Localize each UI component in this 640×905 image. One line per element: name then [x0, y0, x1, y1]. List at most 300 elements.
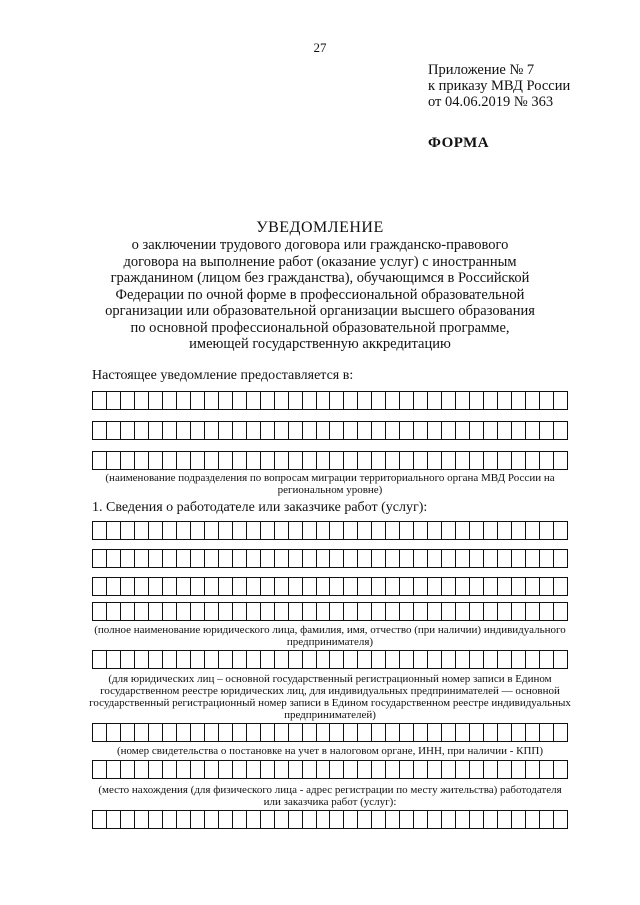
char-cell[interactable] — [233, 522, 247, 539]
char-cell[interactable] — [93, 452, 107, 469]
char-cell[interactable] — [93, 603, 107, 620]
char-cell[interactable] — [470, 651, 484, 668]
char-cell[interactable] — [554, 761, 567, 778]
char-cell[interactable] — [400, 651, 414, 668]
char-cell[interactable] — [233, 761, 247, 778]
char-cell[interactable] — [330, 392, 344, 409]
char-cell[interactable] — [428, 811, 442, 828]
char-cell[interactable] — [107, 761, 121, 778]
char-cell[interactable] — [135, 603, 149, 620]
char-cell[interactable] — [540, 811, 554, 828]
char-cell[interactable] — [554, 522, 567, 539]
char-cell[interactable] — [540, 578, 554, 595]
char-cell[interactable] — [386, 651, 400, 668]
char-cell[interactable] — [554, 452, 567, 469]
char-cell[interactable] — [400, 811, 414, 828]
char-cell[interactable] — [121, 811, 135, 828]
char-cell[interactable] — [135, 578, 149, 595]
char-cell[interactable] — [177, 578, 191, 595]
char-cell[interactable] — [512, 550, 526, 567]
char-cell[interactable] — [149, 761, 163, 778]
char-cell[interactable] — [275, 422, 289, 439]
char-cell[interactable] — [149, 724, 163, 741]
char-cell[interactable] — [456, 578, 470, 595]
char-cell[interactable] — [289, 811, 303, 828]
char-cell[interactable] — [470, 550, 484, 567]
char-cell[interactable] — [247, 522, 261, 539]
char-cell[interactable] — [386, 522, 400, 539]
char-cell[interactable] — [456, 811, 470, 828]
employer-name-field-row[interactable] — [92, 577, 568, 596]
char-cell[interactable] — [205, 578, 219, 595]
char-cell[interactable] — [554, 392, 567, 409]
char-cell[interactable] — [93, 761, 107, 778]
char-cell[interactable] — [358, 550, 372, 567]
char-cell[interactable] — [442, 724, 456, 741]
char-cell[interactable] — [414, 522, 428, 539]
char-cell[interactable] — [526, 550, 540, 567]
char-cell[interactable] — [191, 603, 205, 620]
char-cell[interactable] — [470, 603, 484, 620]
char-cell[interactable] — [372, 578, 386, 595]
char-cell[interactable] — [317, 422, 331, 439]
char-cell[interactable] — [247, 603, 261, 620]
char-cell[interactable] — [289, 452, 303, 469]
char-cell[interactable] — [554, 603, 567, 620]
char-cell[interactable] — [526, 603, 540, 620]
char-cell[interactable] — [442, 651, 456, 668]
char-cell[interactable] — [540, 724, 554, 741]
char-cell[interactable] — [372, 452, 386, 469]
char-cell[interactable] — [289, 522, 303, 539]
char-cell[interactable] — [191, 452, 205, 469]
char-cell[interactable] — [317, 578, 331, 595]
char-cell[interactable] — [470, 422, 484, 439]
char-cell[interactable] — [317, 761, 331, 778]
char-cell[interactable] — [414, 724, 428, 741]
char-cell[interactable] — [344, 392, 358, 409]
char-cell[interactable] — [372, 761, 386, 778]
char-cell[interactable] — [135, 811, 149, 828]
char-cell[interactable] — [191, 811, 205, 828]
char-cell[interactable] — [289, 761, 303, 778]
char-cell[interactable] — [414, 452, 428, 469]
char-cell[interactable] — [456, 603, 470, 620]
char-cell[interactable] — [498, 578, 512, 595]
char-cell[interactable] — [330, 578, 344, 595]
char-cell[interactable] — [428, 761, 442, 778]
char-cell[interactable] — [372, 392, 386, 409]
char-cell[interactable] — [205, 603, 219, 620]
char-cell[interactable] — [289, 603, 303, 620]
char-cell[interactable] — [414, 578, 428, 595]
char-cell[interactable] — [233, 603, 247, 620]
char-cell[interactable] — [191, 550, 205, 567]
char-cell[interactable] — [275, 392, 289, 409]
char-cell[interactable] — [149, 603, 163, 620]
address-field-row[interactable] — [92, 760, 568, 779]
char-cell[interactable] — [372, 811, 386, 828]
char-cell[interactable] — [484, 651, 498, 668]
char-cell[interactable] — [456, 651, 470, 668]
char-cell[interactable] — [526, 651, 540, 668]
char-cell[interactable] — [107, 522, 121, 539]
char-cell[interactable] — [442, 761, 456, 778]
char-cell[interactable] — [303, 452, 317, 469]
char-cell[interactable] — [261, 603, 275, 620]
char-cell[interactable] — [442, 578, 456, 595]
char-cell[interactable] — [386, 392, 400, 409]
char-cell[interactable] — [358, 522, 372, 539]
char-cell[interactable] — [498, 651, 512, 668]
char-cell[interactable] — [414, 811, 428, 828]
char-cell[interactable] — [219, 724, 233, 741]
char-cell[interactable] — [456, 522, 470, 539]
char-cell[interactable] — [442, 392, 456, 409]
tax-id-field-row[interactable] — [92, 723, 568, 742]
char-cell[interactable] — [456, 452, 470, 469]
char-cell[interactable] — [400, 578, 414, 595]
char-cell[interactable] — [526, 761, 540, 778]
char-cell[interactable] — [330, 603, 344, 620]
char-cell[interactable] — [303, 811, 317, 828]
char-cell[interactable] — [177, 452, 191, 469]
char-cell[interactable] — [484, 603, 498, 620]
char-cell[interactable] — [317, 550, 331, 567]
char-cell[interactable] — [442, 550, 456, 567]
char-cell[interactable] — [470, 761, 484, 778]
char-cell[interactable] — [149, 522, 163, 539]
char-cell[interactable] — [289, 578, 303, 595]
char-cell[interactable] — [289, 550, 303, 567]
char-cell[interactable] — [442, 522, 456, 539]
char-cell[interactable] — [233, 811, 247, 828]
char-cell[interactable] — [219, 811, 233, 828]
char-cell[interactable] — [554, 578, 567, 595]
char-cell[interactable] — [484, 392, 498, 409]
char-cell[interactable] — [205, 651, 219, 668]
char-cell[interactable] — [135, 724, 149, 741]
char-cell[interactable] — [456, 422, 470, 439]
char-cell[interactable] — [484, 422, 498, 439]
char-cell[interactable] — [247, 651, 261, 668]
char-cell[interactable] — [540, 422, 554, 439]
char-cell[interactable] — [107, 651, 121, 668]
char-cell[interactable] — [540, 392, 554, 409]
char-cell[interactable] — [386, 724, 400, 741]
char-cell[interactable] — [512, 578, 526, 595]
char-cell[interactable] — [512, 422, 526, 439]
char-cell[interactable] — [484, 761, 498, 778]
char-cell[interactable] — [330, 761, 344, 778]
char-cell[interactable] — [456, 550, 470, 567]
char-cell[interactable] — [219, 392, 233, 409]
char-cell[interactable] — [317, 452, 331, 469]
char-cell[interactable] — [163, 550, 177, 567]
char-cell[interactable] — [344, 422, 358, 439]
char-cell[interactable] — [275, 603, 289, 620]
char-cell[interactable] — [442, 603, 456, 620]
char-cell[interactable] — [303, 522, 317, 539]
char-cell[interactable] — [526, 392, 540, 409]
char-cell[interactable] — [317, 811, 331, 828]
char-cell[interactable] — [526, 522, 540, 539]
char-cell[interactable] — [191, 651, 205, 668]
subdivision-field-row[interactable] — [92, 391, 568, 410]
char-cell[interactable] — [498, 603, 512, 620]
char-cell[interactable] — [247, 550, 261, 567]
char-cell[interactable] — [205, 550, 219, 567]
char-cell[interactable] — [344, 651, 358, 668]
char-cell[interactable] — [484, 452, 498, 469]
char-cell[interactable] — [135, 761, 149, 778]
char-cell[interactable] — [512, 761, 526, 778]
char-cell[interactable] — [121, 452, 135, 469]
char-cell[interactable] — [428, 550, 442, 567]
char-cell[interactable] — [400, 761, 414, 778]
char-cell[interactable] — [135, 651, 149, 668]
char-cell[interactable] — [400, 422, 414, 439]
char-cell[interactable] — [247, 578, 261, 595]
char-cell[interactable] — [498, 422, 512, 439]
char-cell[interactable] — [135, 392, 149, 409]
char-cell[interactable] — [289, 392, 303, 409]
char-cell[interactable] — [400, 550, 414, 567]
char-cell[interactable] — [93, 724, 107, 741]
char-cell[interactable] — [358, 651, 372, 668]
address-field-row[interactable] — [92, 810, 568, 829]
char-cell[interactable] — [554, 422, 567, 439]
char-cell[interactable] — [191, 578, 205, 595]
char-cell[interactable] — [163, 452, 177, 469]
char-cell[interactable] — [261, 578, 275, 595]
char-cell[interactable] — [247, 811, 261, 828]
char-cell[interactable] — [330, 550, 344, 567]
char-cell[interactable] — [121, 761, 135, 778]
char-cell[interactable] — [121, 578, 135, 595]
char-cell[interactable] — [512, 603, 526, 620]
char-cell[interactable] — [177, 603, 191, 620]
char-cell[interactable] — [233, 452, 247, 469]
char-cell[interactable] — [386, 550, 400, 567]
char-cell[interactable] — [484, 724, 498, 741]
char-cell[interactable] — [400, 522, 414, 539]
char-cell[interactable] — [275, 522, 289, 539]
char-cell[interactable] — [289, 422, 303, 439]
char-cell[interactable] — [512, 651, 526, 668]
char-cell[interactable] — [428, 422, 442, 439]
char-cell[interactable] — [275, 452, 289, 469]
char-cell[interactable] — [330, 724, 344, 741]
char-cell[interactable] — [177, 724, 191, 741]
char-cell[interactable] — [233, 422, 247, 439]
employer-name-field-row[interactable] — [92, 521, 568, 540]
char-cell[interactable] — [219, 761, 233, 778]
char-cell[interactable] — [386, 422, 400, 439]
char-cell[interactable] — [470, 578, 484, 595]
char-cell[interactable] — [275, 724, 289, 741]
char-cell[interactable] — [317, 651, 331, 668]
char-cell[interactable] — [93, 578, 107, 595]
char-cell[interactable] — [247, 392, 261, 409]
char-cell[interactable] — [386, 452, 400, 469]
char-cell[interactable] — [261, 392, 275, 409]
char-cell[interactable] — [275, 578, 289, 595]
char-cell[interactable] — [163, 724, 177, 741]
char-cell[interactable] — [135, 452, 149, 469]
char-cell[interactable] — [456, 392, 470, 409]
char-cell[interactable] — [163, 761, 177, 778]
char-cell[interactable] — [149, 578, 163, 595]
char-cell[interactable] — [219, 452, 233, 469]
char-cell[interactable] — [303, 603, 317, 620]
char-cell[interactable] — [540, 651, 554, 668]
char-cell[interactable] — [163, 811, 177, 828]
char-cell[interactable] — [358, 761, 372, 778]
char-cell[interactable] — [303, 550, 317, 567]
char-cell[interactable] — [135, 422, 149, 439]
char-cell[interactable] — [219, 522, 233, 539]
char-cell[interactable] — [247, 452, 261, 469]
char-cell[interactable] — [484, 550, 498, 567]
char-cell[interactable] — [526, 724, 540, 741]
char-cell[interactable] — [386, 578, 400, 595]
char-cell[interactable] — [177, 392, 191, 409]
char-cell[interactable] — [275, 811, 289, 828]
char-cell[interactable] — [484, 522, 498, 539]
char-cell[interactable] — [372, 603, 386, 620]
employer-name-field-row[interactable] — [92, 602, 568, 621]
char-cell[interactable] — [107, 452, 121, 469]
char-cell[interactable] — [540, 522, 554, 539]
char-cell[interactable] — [289, 651, 303, 668]
char-cell[interactable] — [177, 761, 191, 778]
char-cell[interactable] — [554, 550, 567, 567]
char-cell[interactable] — [107, 392, 121, 409]
char-cell[interactable] — [219, 422, 233, 439]
char-cell[interactable] — [498, 761, 512, 778]
char-cell[interactable] — [512, 724, 526, 741]
char-cell[interactable] — [219, 603, 233, 620]
char-cell[interactable] — [344, 578, 358, 595]
char-cell[interactable] — [372, 522, 386, 539]
char-cell[interactable] — [554, 651, 567, 668]
char-cell[interactable] — [317, 603, 331, 620]
char-cell[interactable] — [358, 392, 372, 409]
char-cell[interactable] — [344, 522, 358, 539]
char-cell[interactable] — [163, 603, 177, 620]
char-cell[interactable] — [303, 392, 317, 409]
char-cell[interactable] — [149, 651, 163, 668]
char-cell[interactable] — [456, 724, 470, 741]
char-cell[interactable] — [442, 452, 456, 469]
char-cell[interactable] — [428, 522, 442, 539]
char-cell[interactable] — [470, 724, 484, 741]
char-cell[interactable] — [247, 422, 261, 439]
char-cell[interactable] — [177, 811, 191, 828]
char-cell[interactable] — [163, 522, 177, 539]
char-cell[interactable] — [303, 724, 317, 741]
char-cell[interactable] — [372, 550, 386, 567]
char-cell[interactable] — [177, 522, 191, 539]
char-cell[interactable] — [344, 603, 358, 620]
char-cell[interactable] — [414, 550, 428, 567]
char-cell[interactable] — [275, 761, 289, 778]
char-cell[interactable] — [205, 392, 219, 409]
char-cell[interactable] — [512, 392, 526, 409]
subdivision-field-row[interactable] — [92, 451, 568, 470]
char-cell[interactable] — [135, 550, 149, 567]
char-cell[interactable] — [372, 422, 386, 439]
char-cell[interactable] — [93, 522, 107, 539]
char-cell[interactable] — [540, 452, 554, 469]
char-cell[interactable] — [149, 811, 163, 828]
char-cell[interactable] — [93, 651, 107, 668]
char-cell[interactable] — [330, 522, 344, 539]
char-cell[interactable] — [205, 452, 219, 469]
char-cell[interactable] — [275, 550, 289, 567]
char-cell[interactable] — [414, 603, 428, 620]
char-cell[interactable] — [261, 761, 275, 778]
char-cell[interactable] — [317, 724, 331, 741]
char-cell[interactable] — [107, 603, 121, 620]
char-cell[interactable] — [233, 724, 247, 741]
char-cell[interactable] — [330, 452, 344, 469]
char-cell[interactable] — [400, 603, 414, 620]
ogrn-field-row[interactable] — [92, 650, 568, 669]
char-cell[interactable] — [191, 422, 205, 439]
char-cell[interactable] — [498, 550, 512, 567]
char-cell[interactable] — [289, 724, 303, 741]
char-cell[interactable] — [303, 761, 317, 778]
char-cell[interactable] — [233, 550, 247, 567]
char-cell[interactable] — [149, 452, 163, 469]
char-cell[interactable] — [344, 724, 358, 741]
char-cell[interactable] — [219, 578, 233, 595]
char-cell[interactable] — [261, 422, 275, 439]
char-cell[interactable] — [191, 724, 205, 741]
char-cell[interactable] — [442, 811, 456, 828]
char-cell[interactable] — [498, 811, 512, 828]
char-cell[interactable] — [303, 422, 317, 439]
char-cell[interactable] — [219, 651, 233, 668]
char-cell[interactable] — [428, 724, 442, 741]
char-cell[interactable] — [456, 761, 470, 778]
char-cell[interactable] — [372, 651, 386, 668]
char-cell[interactable] — [358, 578, 372, 595]
char-cell[interactable] — [205, 522, 219, 539]
char-cell[interactable] — [205, 811, 219, 828]
char-cell[interactable] — [135, 522, 149, 539]
char-cell[interactable] — [526, 578, 540, 595]
char-cell[interactable] — [121, 522, 135, 539]
char-cell[interactable] — [498, 724, 512, 741]
char-cell[interactable] — [261, 452, 275, 469]
char-cell[interactable] — [540, 761, 554, 778]
char-cell[interactable] — [191, 522, 205, 539]
char-cell[interactable] — [93, 422, 107, 439]
char-cell[interactable] — [344, 761, 358, 778]
char-cell[interactable] — [261, 811, 275, 828]
char-cell[interactable] — [372, 724, 386, 741]
employer-name-field-row[interactable] — [92, 549, 568, 568]
char-cell[interactable] — [261, 651, 275, 668]
char-cell[interactable] — [219, 550, 233, 567]
char-cell[interactable] — [540, 550, 554, 567]
char-cell[interactable] — [121, 651, 135, 668]
char-cell[interactable] — [470, 811, 484, 828]
char-cell[interactable] — [93, 811, 107, 828]
